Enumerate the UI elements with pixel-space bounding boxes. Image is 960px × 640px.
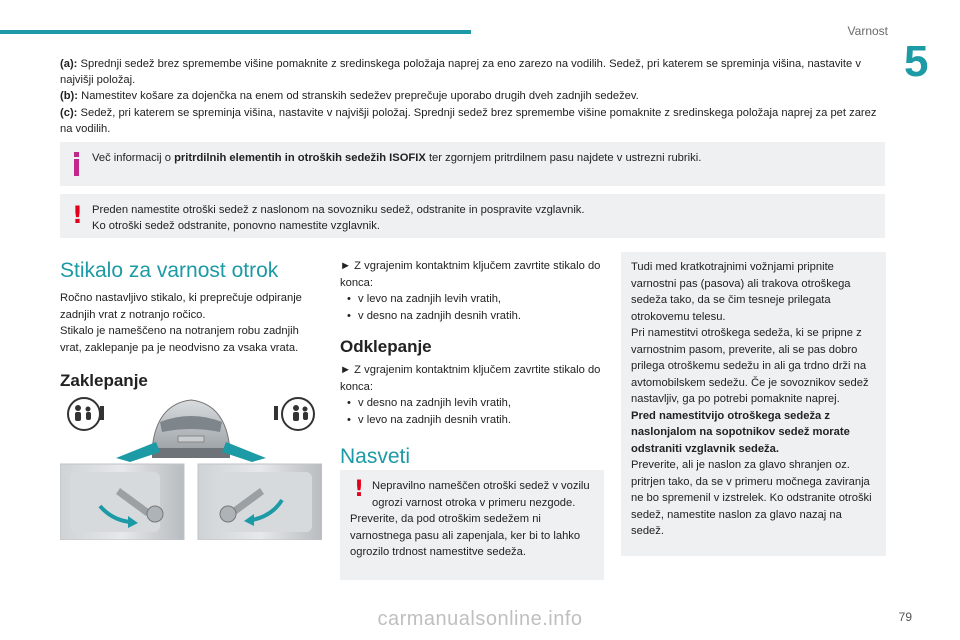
unlock-list [340, 395, 602, 428]
subheading: Zaklepanje [60, 371, 148, 390]
paragraph: Tudi med kratkotrajnimi vožnjami pripnite varnostni pas (pasova) ali trakova otroškega sedeža tako, da se čim tesneje prilegata otrokovemu telesu. [631, 261, 851, 323]
paragraph: Stikalo je nameščeno na notranjem robu zadnjih vrat, zaklepanje pa je neodvisno za vsaka vrata. [60, 325, 299, 354]
definition-tag: (b): [60, 90, 79, 103]
bold-paragraph: Pred namestitvijo otroškega sedeža z naslonjalom na sopotnikov sedež morate odstraniti vzglavnik sedeža. [631, 409, 850, 455]
definitions-block [60, 56, 880, 137]
definition-c [60, 105, 880, 137]
warning-note [60, 194, 885, 238]
warning-icon: ! [72, 201, 83, 229]
section-heading: Nasveti [340, 445, 411, 468]
lock-left-icon [68, 398, 104, 430]
info-text: Več informacij o [92, 152, 175, 164]
info-text-end: ter zgornjem pritrdilnem pasu najdete v ustrezni rubriki. [425, 152, 702, 164]
list-item: • v levo na zadnjih desnih vratih. [340, 412, 602, 429]
right-door-panel [198, 464, 322, 540]
page-number: 79 [898, 610, 912, 624]
warning-line: Preden namestite otroški sedež z naslonom na sovozniku sedež, odstranite in pospravite vzglavnik. [92, 204, 585, 216]
definition-b [60, 88, 880, 104]
definition-text: Sprednji sedež brez spremembe višine pomaknite z sredinskega položaja naprej za eno zarezo na vodilih. Sedež, pri katerem se spreminja višina, nastavite v najvišji položaj. [60, 58, 861, 87]
unlock-step: ► Z vgrajenim kontaktnim ključem zavrtite stikalo do konca: [340, 364, 601, 393]
info-icon [74, 152, 79, 176]
definition-a [60, 56, 880, 88]
paragraph: Pri namestitvi otroškega sedeža, ki se pripne z varnostnim pasom, preverite, ali se pas dobro prilega otroškemu sedežu in ali ga trdno drži na avtomobilskem sedežu. Če je sovoznikov sedež nastavljiv, ga po potrebi pomaknite naprej. [631, 327, 869, 405]
list-item: • v desno na zadnjih levih vratih, [340, 395, 602, 412]
child-lock-illustration [60, 392, 322, 540]
tip-text: Nepravilno nameščen otroški sedež v vozilu ogrozi varnost otroka v primeru nezgode. [372, 480, 590, 509]
definition-text: Sedež, pri katerem se spreminja višina, nastavite v najvišji položaj. Sprednji sedež brez spremembe višine pomaknite z sredinskega položaja naprej za pet zarez na vodilih. [60, 106, 877, 135]
paragraph: Ročno nastavljivo stikalo, ki preprečuje odpiranje zadnjih vrat z notranjo ročico. [60, 292, 302, 321]
header-accent-bar [0, 30, 471, 34]
definition-tag: (a): [60, 58, 78, 70]
list-item: • v desno na zadnjih desnih vratih. [340, 308, 602, 325]
warning-line: Ko otroški sedež odstranite, ponovno namestite vzglavnik. [92, 220, 380, 232]
section-title: Varnost [847, 24, 888, 38]
tip-text: Preverite, da pod otroškim sedežem ni varnostnega pasu ali zapenjala, ker bi to lahko ogrozilo trdnost namestitve sedeža. [350, 513, 581, 558]
subheading: Odklepanje [340, 337, 432, 356]
watermark: carmanualsonline.info [377, 608, 583, 630]
lock-step: ► Z vgrajenim kontaktnim ključem zavrtite stikalo do konca: [340, 260, 601, 289]
definition-text: Namestitev košare za dojenčka na enem od stranskih sedežev preprečuje uporabo drugih dveh zadnjih sedežev. [81, 90, 639, 103]
lock-instructions [340, 258, 602, 470]
info-note [60, 142, 885, 186]
left-door-panel [60, 464, 184, 540]
warning-icon: ! [354, 477, 365, 502]
definition-tag: (c): [60, 106, 78, 119]
section-heading: Stikalo za varnost otrok [60, 259, 279, 282]
chapter-number: 5 [904, 37, 929, 86]
car-rear-view [152, 400, 230, 458]
lock-list [340, 291, 602, 324]
paragraph: Preverite, ali je naslon za glavo shranjen oz. pritrjen tako, da se v primeru močnega zaviranja ne bo spremenil v izstrelek. Ko odstranite otroški sedež, namestite naslon za glavo nazaj na sedež. [631, 459, 872, 537]
list-item: • v levo na zadnjih levih vratih, [340, 291, 602, 308]
tips-warning-box [340, 470, 604, 580]
info-bold-text: pritrdilnih elementih in otroških sedežih ISOFIX [174, 152, 426, 164]
tips-panel [621, 252, 886, 556]
child-lock-section [60, 258, 322, 392]
unlock-right-icon [274, 398, 314, 430]
